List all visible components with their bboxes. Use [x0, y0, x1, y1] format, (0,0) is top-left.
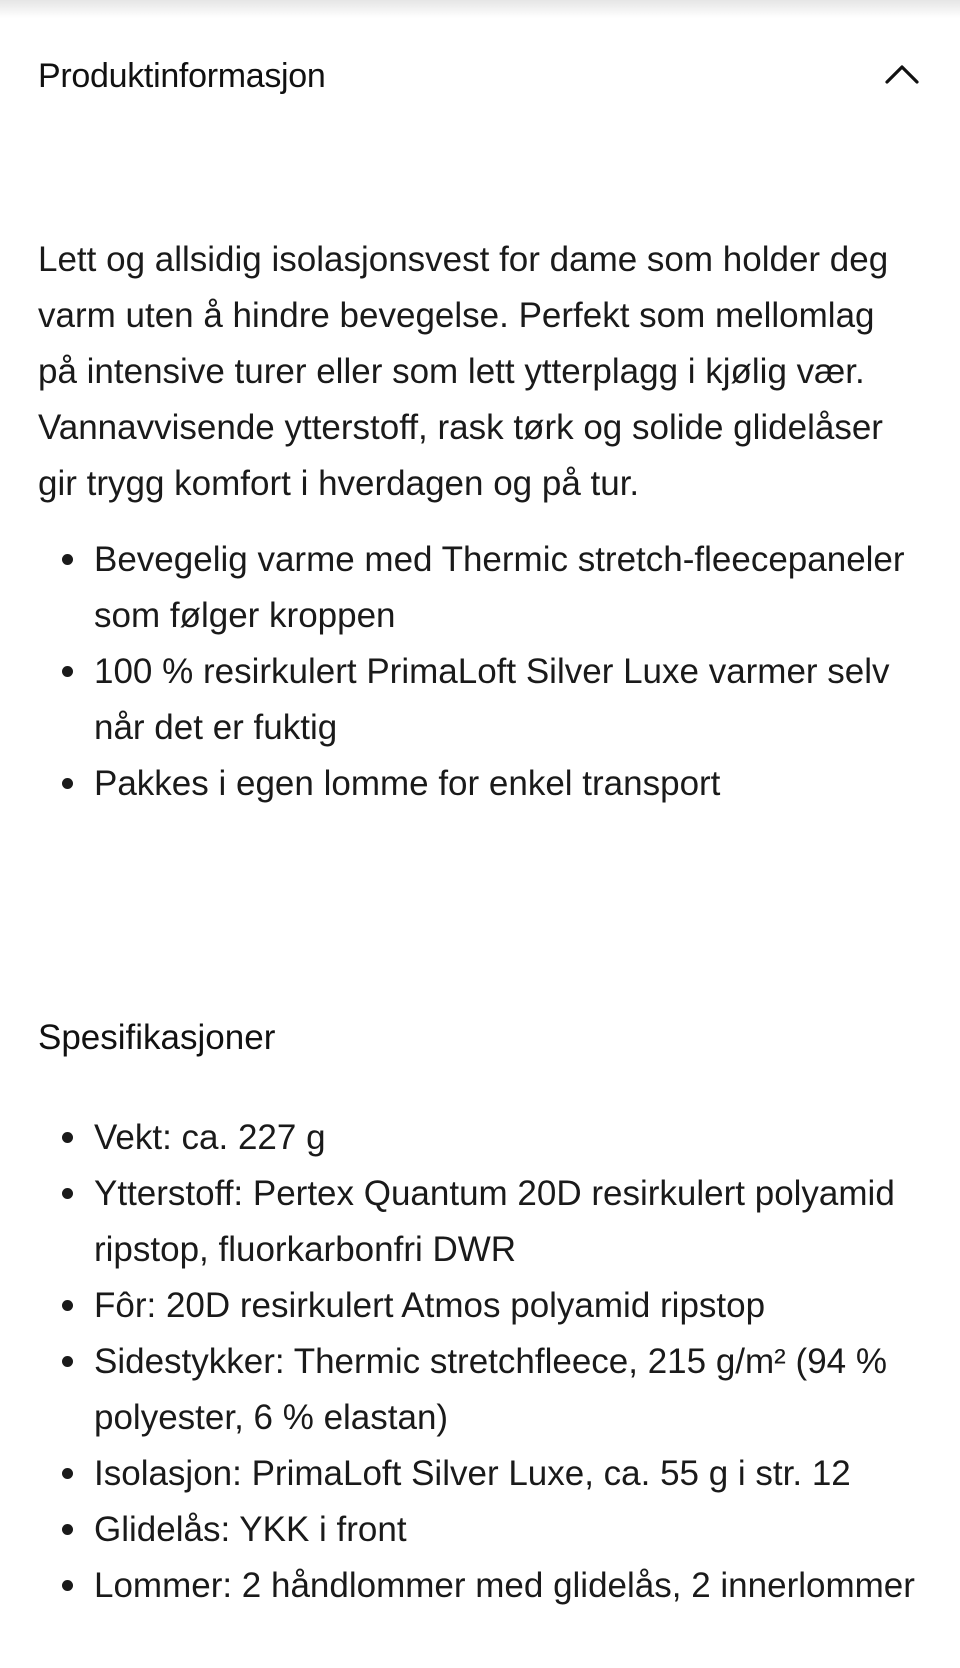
spec-text: Fôr: 20D resirkulert Atmos polyamid ripstop [94, 1286, 766, 1325]
spec-text: Lommer: 2 håndlommer med glidelås, 2 innerlommer [94, 1566, 915, 1605]
product-info-content [38, 232, 918, 812]
specifications-list [38, 1110, 918, 1614]
spec-item [38, 1110, 918, 1166]
bullet-icon [62, 1524, 73, 1535]
bullet-icon [62, 1132, 73, 1143]
feature-text: Pakkes i egen lomme for enkel transport [94, 764, 721, 803]
feature-item [38, 756, 918, 812]
feature-text: 100 % resirkulert PrimaLoft Silver Luxe varmer selv når det er fuktig [94, 652, 890, 747]
product-description: Lett og allsidig isolasjonsvest for dame som holder deg varm uten å hindre bevegelse. Perfekt som mellomlag på intensive turer eller som lett ytterplagg i kjølig vær. Vannavvisende ytterstoff, rask tørk og solide glidelåser gir trygg komfort i hverdagen og på tur. [38, 240, 889, 503]
spec-item [38, 1558, 918, 1614]
bullet-icon [62, 666, 73, 677]
spec-text: Glidelås: YKK i front [94, 1510, 407, 1549]
bullet-icon [62, 1300, 73, 1311]
bullet-icon [62, 778, 73, 789]
product-info-accordion-toggle[interactable] [38, 40, 922, 112]
spec-item [38, 1502, 918, 1558]
spec-text: Sidestykker: Thermic stretchfleece, 215 g/m² (94 % polyester, 6 % elastan) [94, 1342, 887, 1437]
bullet-icon [62, 1356, 73, 1367]
feature-list [38, 532, 918, 812]
bullet-icon [62, 1188, 73, 1199]
spec-text: Vekt: ca. 227 g [94, 1118, 326, 1157]
spec-text: Isolasjon: PrimaLoft Silver Luxe, ca. 55 g i str. 12 [94, 1454, 851, 1493]
feature-item [38, 644, 918, 756]
top-edge-shadow [0, 0, 960, 18]
accordion-title: Produktinformasjon [38, 56, 326, 95]
bullet-icon [62, 554, 73, 565]
spec-item [38, 1446, 918, 1502]
bullet-icon [62, 1580, 73, 1591]
chevron-up-icon[interactable] [882, 59, 922, 89]
feature-item [38, 532, 918, 644]
spec-text: Ytterstoff: Pertex Quantum 20D resirkulert polyamid ripstop, fluorkarbonfri DWR [94, 1174, 895, 1269]
spec-item [38, 1278, 918, 1334]
spec-item [38, 1334, 918, 1446]
feature-text: Bevegelig varme med Thermic stretch-fleecepaneler som følger kroppen [94, 540, 905, 635]
spec-item [38, 1166, 918, 1278]
bullet-icon [62, 1468, 73, 1479]
specifications-heading: Spesifikasjoner [38, 1018, 276, 1057]
